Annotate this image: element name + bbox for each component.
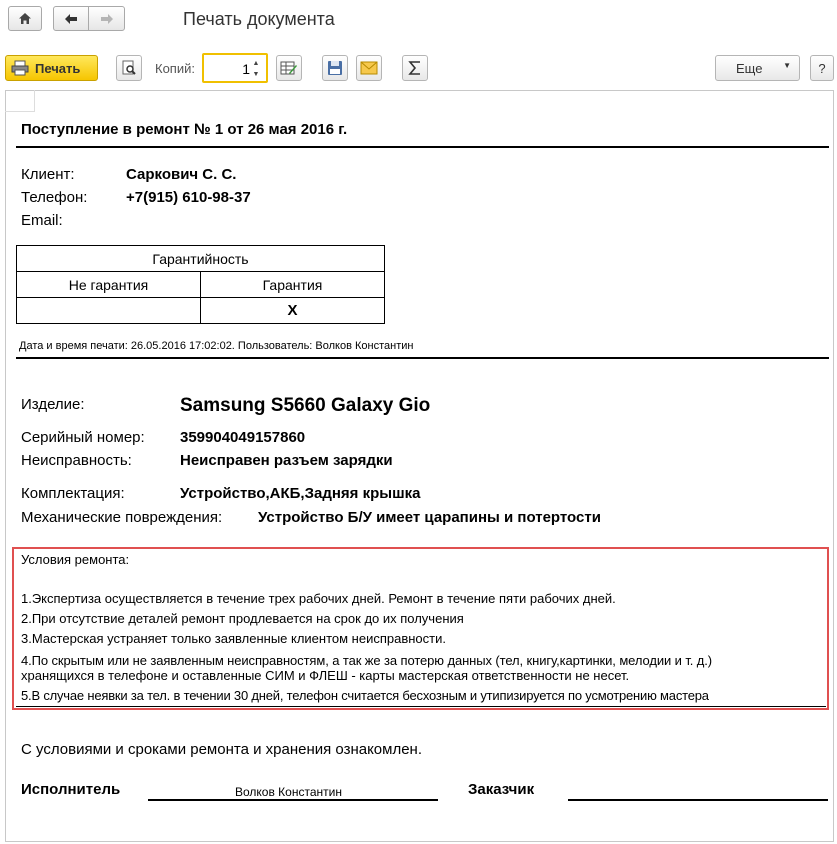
print-info-divider <box>16 357 829 359</box>
phone-value: +7(915) 610-98-37 <box>126 189 251 206</box>
damage-label: Механические повреждения: <box>21 509 223 526</box>
heading-divider <box>16 146 829 148</box>
document-corner-cell <box>5 90 35 112</box>
warranty-table <box>16 245 385 324</box>
edit-table-icon <box>280 60 298 76</box>
sum-button[interactable] <box>402 55 428 81</box>
product-label: Изделие: <box>21 396 85 413</box>
preview-button[interactable] <box>116 55 142 81</box>
warranty-col-yes: Гарантия <box>201 272 385 298</box>
conditions-bottom-rule <box>16 706 826 707</box>
spin-down-icon[interactable]: ▼ <box>252 70 260 78</box>
phone-label: Телефон: <box>21 189 88 206</box>
condition-item: 4.По скрытым или не заявленным неисправностям, а так же за потерю данных (тел, книгу,картинки, мелодии и т. д.) <box>21 653 712 668</box>
print-button-label: Печать <box>35 60 81 76</box>
copies-label: Копий: <box>155 61 195 76</box>
customer-label: Заказчик <box>468 781 535 798</box>
sigma-icon <box>408 60 422 76</box>
client-label: Клиент: <box>21 166 75 183</box>
serial-label: Серийный номер: <box>21 429 145 446</box>
print-info: Дата и время печати: 26.05.2016 17:02:02. Пользователь: Волков Константин <box>19 340 414 352</box>
conditions-title: Условия ремонта: <box>21 552 130 567</box>
condition-item: 3.Мастерская устраняет только заявленные клиентом неисправности. <box>21 631 446 646</box>
email-label: Email: <box>21 212 63 229</box>
more-menu-label: Еще <box>736 60 763 76</box>
repair-conditions-box <box>12 547 829 710</box>
kit-value: Устройство,АКБ,Задняя крышка <box>180 485 421 502</box>
warranty-title: Гарантийность <box>17 246 385 272</box>
save-button[interactable] <box>322 55 348 81</box>
send-email-button[interactable] <box>356 55 382 81</box>
arrow-left-icon <box>64 13 78 25</box>
envelope-icon <box>360 61 378 75</box>
back-button[interactable] <box>53 6 89 31</box>
condition-item: 2.При отсутствие деталей ремонт продлевается на срок до их получения <box>21 611 464 626</box>
arrow-right-icon <box>100 13 114 25</box>
condition-item: хранящихся в телефоне и оставленные СИМ и ФЛЕШ - карты мастерская ответственности не несет. <box>21 668 630 683</box>
agreement-text: С условиями и сроками ремонта и хранения ознакомлен. <box>21 741 423 758</box>
printer-icon <box>11 60 29 76</box>
copies-input[interactable] <box>210 60 250 77</box>
condition-item: 5.В случае неявки за тел. в течении 30 дней, телефон считается бесхозным и утипизируется по усмотрению мастера <box>21 688 709 703</box>
executor-name: Волков Константин <box>235 785 342 799</box>
copies-stepper[interactable] <box>202 53 268 83</box>
product-value: Samsung S5660 Galaxy Gio <box>180 395 431 416</box>
customer-signature-line <box>568 799 828 801</box>
client-value: Саркович С. С. <box>126 166 237 183</box>
page-preview-icon <box>121 60 137 76</box>
floppy-disk-icon <box>327 60 343 76</box>
home-icon <box>18 12 32 25</box>
condition-item: 1.Экспертиза осуществляется в течение трех рабочих дней. Ремонт в течение пяти рабочих дней. <box>21 591 616 606</box>
forward-button[interactable] <box>88 6 125 31</box>
print-button[interactable] <box>5 55 98 81</box>
help-button[interactable]: ? <box>810 55 834 81</box>
serial-value: 359904049157860 <box>180 429 306 446</box>
warranty-mark-yes: X <box>201 298 385 324</box>
fault-label: Неисправность: <box>21 452 132 469</box>
more-menu-button[interactable] <box>715 55 800 81</box>
chevron-down-icon: ▼ <box>783 61 791 70</box>
kit-label: Комплектация: <box>21 485 125 502</box>
warranty-col-no: Не гарантия <box>17 272 201 298</box>
document-heading: Поступление в ремонт № 1 от 26 мая 2016 г. <box>21 121 348 138</box>
damage-value: Устройство Б/У имеет царапины и потертости <box>258 509 601 526</box>
executor-label: Исполнитель <box>21 781 121 798</box>
edit-table-button[interactable] <box>276 55 302 81</box>
spin-up-icon[interactable]: ▲ <box>252 59 260 67</box>
fault-value: Неисправен разъем зарядки <box>180 452 393 469</box>
window-title: Печать документа <box>183 9 335 29</box>
warranty-mark-no <box>17 298 201 324</box>
home-button[interactable] <box>8 6 42 31</box>
executor-signature-line <box>148 799 438 801</box>
